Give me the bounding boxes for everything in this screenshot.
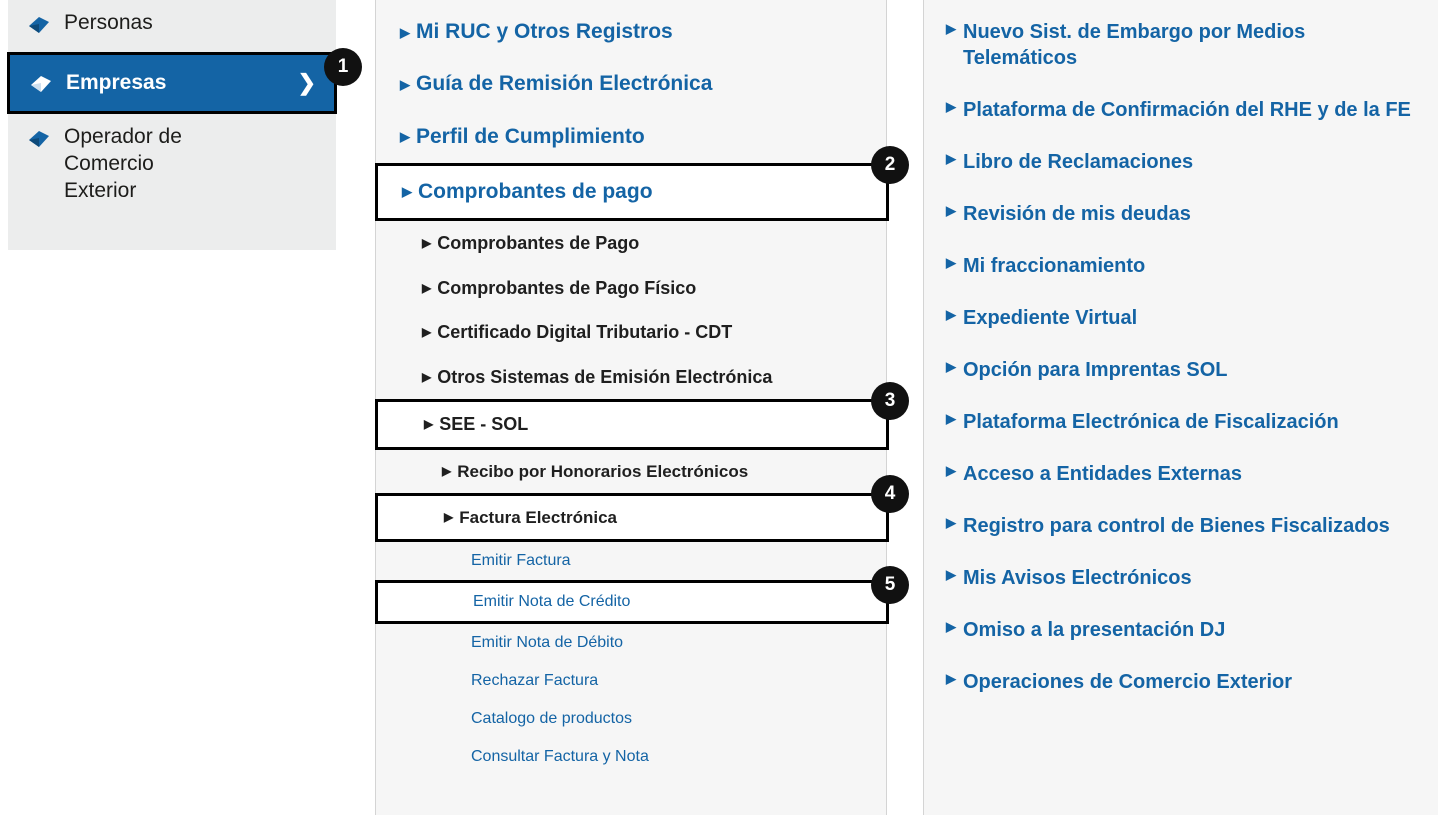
menu-item-label: Comprobantes de Pago Físico — [437, 277, 697, 298]
menu-item-nuevo-sist-de-embargo-por-medios-telematicos[interactable] — [924, 6, 1438, 84]
menu-item-consultar-factura-y-nota[interactable] — [376, 738, 886, 776]
menu-item-plataforma-de-confirmacion-del-rhe-y-de-la-fe[interactable] — [924, 84, 1438, 136]
menu-item-label: Nuevo Sist. de Embargo por Medios Telemáticos — [963, 21, 1306, 69]
sidebar-item-label: Empresas — [66, 70, 167, 94]
chevron-right-icon: ❯ — [297, 70, 316, 95]
menu-item-expediente-virtual[interactable] — [924, 292, 1438, 344]
menu-item-label: Plataforma Electrónica de Fiscalización — [963, 411, 1339, 433]
step-badge-5: 5 — [871, 566, 909, 604]
menu-item-label: Mis Avisos Electrónicos — [963, 567, 1192, 589]
menu-item-label: Rechazar Factura — [471, 672, 599, 689]
triangle-right-icon: ▶ — [946, 255, 956, 270]
menu-item-label: Comprobantes de pago — [418, 179, 653, 203]
menu-item-mi-fraccionamiento[interactable] — [924, 240, 1438, 292]
menu-item-comprobantes-de-pago-sub[interactable] — [376, 221, 886, 266]
triangle-right-icon: ▶ — [946, 463, 956, 478]
menu-item-label: Registro para control de Bienes Fiscalizados — [963, 515, 1390, 537]
menu-item-label: Opción para Imprentas SOL — [963, 359, 1228, 381]
menu-item-label: Acceso a Entidades Externas — [963, 463, 1243, 485]
triangle-right-icon: ▶ — [402, 184, 412, 200]
menu-item-label: SEE - SOL — [439, 414, 529, 434]
triangle-right-icon: ▶ — [422, 369, 432, 384]
role-selector-panel — [8, 0, 336, 250]
menu-item-see-sol[interactable] — [375, 399, 889, 450]
triangle-right-icon: ▶ — [422, 280, 432, 295]
secondary-menu-panel — [923, 0, 1438, 815]
triangle-right-icon: ▶ — [946, 411, 956, 426]
menu-item-otros-sistemas-de-emision-electronica[interactable] — [376, 355, 886, 400]
menu-item-guia-de-remision-electronica[interactable] — [376, 58, 886, 110]
menu-item-label: Guía de Remisión Electrónica — [416, 72, 713, 96]
menu-item-label: Mi fraccionamiento — [963, 255, 1146, 277]
sidebar-item-operador-comercio-exterior[interactable] — [8, 114, 336, 215]
menu-item-acceso-a-entidades-externas[interactable] — [924, 448, 1438, 500]
menu-item-label: Catalogo de productos — [471, 710, 632, 727]
diamond-icon — [26, 12, 52, 38]
menu-item-label: Emitir Nota de Crédito — [473, 593, 631, 610]
triangle-right-icon: ▶ — [946, 203, 956, 218]
triangle-right-icon: ▶ — [946, 567, 956, 582]
menu-item-registro-para-control-de-bienes-fiscalizados[interactable] — [924, 500, 1438, 552]
menu-item-recibo-por-honorarios-electronicos[interactable] — [376, 450, 886, 493]
menu-item-label: Omiso a la presentación DJ — [963, 619, 1226, 641]
menu-item-label: Comprobantes de Pago — [437, 233, 640, 253]
triangle-right-icon: ▶ — [422, 325, 432, 340]
menu-item-label: Operaciones de Comercio Exterior — [963, 671, 1293, 693]
menu-item-label: Consultar Factura y Nota — [471, 748, 649, 765]
triangle-right-icon: ▶ — [422, 236, 432, 251]
menu-item-rechazar-factura[interactable] — [376, 662, 886, 700]
menu-item-opcion-para-imprentas-sol[interactable] — [924, 344, 1438, 396]
triangle-right-icon: ▶ — [946, 151, 956, 166]
sidebar-item-empresas[interactable] — [7, 52, 337, 114]
step-badge-4: 4 — [871, 475, 909, 513]
menu-item-label: Otros Sistemas de Emisión Electrónica — [437, 366, 773, 387]
menu-item-label: Certificado Digital Tributario - CDT — [437, 322, 733, 342]
menu-item-emitir-nota-de-debito[interactable] — [376, 624, 886, 662]
menu-item-label: Recibo por Honorarios Electrónicos — [457, 461, 749, 481]
triangle-right-icon: ▶ — [400, 129, 410, 145]
menu-item-plataforma-electronica-de-fiscalizacion[interactable] — [924, 396, 1438, 448]
menu-item-mi-ruc-y-otros-registros[interactable] — [376, 6, 886, 58]
triangle-right-icon: ▶ — [424, 417, 434, 432]
triangle-right-icon: ▶ — [946, 671, 956, 686]
menu-item-revision-de-mis-deudas[interactable] — [924, 188, 1438, 240]
menu-item-label: Emitir Nota de Débito — [471, 634, 624, 651]
triangle-right-icon: ▶ — [400, 76, 410, 92]
triangle-right-icon: ▶ — [946, 21, 956, 36]
triangle-right-icon: ▶ — [946, 619, 956, 634]
sidebar-item-personas[interactable] — [8, 0, 336, 52]
menu-item-label: Revisión de mis deudas — [963, 203, 1191, 225]
menu-item-mis-avisos-electronicos[interactable] — [924, 552, 1438, 604]
menu-item-label: Plataforma de Confirmación del RHE y de la FE — [963, 99, 1411, 121]
menu-item-label: Expediente Virtual — [963, 307, 1138, 329]
sidebar-item-label: Personas — [64, 11, 153, 34]
menu-item-label: Mi RUC y Otros Registros — [416, 20, 673, 43]
menu-item-label: Perfil de Cumplimiento — [416, 124, 645, 148]
menu-item-emitir-factura[interactable] — [376, 542, 886, 580]
step-badge-3: 3 — [871, 382, 909, 420]
step-badge-2: 2 — [871, 146, 909, 184]
menu-item-catalogo-de-productos[interactable] — [376, 700, 886, 738]
menu-item-emitir-nota-de-credito[interactable] — [375, 580, 889, 624]
menu-item-comprobantes-de-pago-fisico[interactable] — [376, 266, 886, 311]
triangle-right-icon: ▶ — [442, 464, 452, 479]
diamond-icon — [26, 126, 52, 152]
menu-item-omiso-a-la-presentacion-dj[interactable] — [924, 604, 1438, 656]
menu-item-label: Factura Electrónica — [459, 507, 618, 527]
menu-item-perfil-de-cumplimiento[interactable] — [376, 111, 886, 163]
triangle-right-icon: ▶ — [946, 307, 956, 322]
menu-item-factura-electronica[interactable] — [375, 493, 889, 542]
menu-item-libro-de-reclamaciones[interactable] — [924, 136, 1438, 188]
menu-tree-panel — [375, 0, 887, 815]
menu-item-label: Libro de Reclamaciones — [963, 151, 1194, 173]
triangle-right-icon: ▶ — [946, 359, 956, 374]
sidebar-item-label: Operador de Comercio Exterior — [64, 125, 182, 202]
triangle-right-icon: ▶ — [444, 510, 454, 525]
step-badge-1: 1 — [324, 48, 362, 86]
menu-item-operaciones-de-comercio-exterior[interactable] — [924, 656, 1438, 708]
triangle-right-icon: ▶ — [946, 515, 956, 530]
diamond-icon — [28, 71, 54, 97]
menu-item-comprobantes-de-pago[interactable] — [375, 163, 889, 221]
triangle-right-icon: ▶ — [400, 24, 410, 40]
menu-item-label: Emitir Factura — [471, 552, 571, 569]
triangle-right-icon: ▶ — [946, 99, 956, 114]
menu-item-certificado-digital-tributario-cdt[interactable] — [376, 310, 886, 355]
